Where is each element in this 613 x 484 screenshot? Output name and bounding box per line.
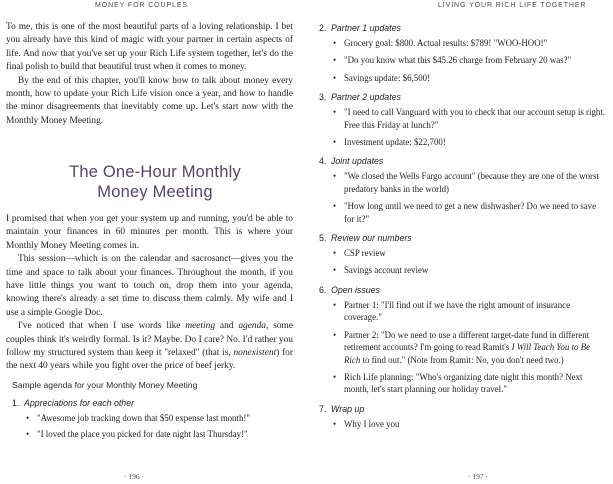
chapter-title: The One-Hour Monthly Money Meeting [69,163,241,201]
bullet-icon: • [333,72,337,83]
bullet-icon: • [333,299,337,310]
list-item: • Savings update: $6,500! [333,72,431,83]
running-head-left: MONEY FOR COUPLES [95,2,188,9]
list-item: • Grocery goal: $800. Actual results: $789! "WOO-HOO!" [333,38,548,48]
section-paragraph-1: I promised that when you get your system up and running, you'd be able to maintain your finances in 60 minutes per month. This is where your Monthly Money Meeting comes in. [6,214,293,251]
list-item: • "I need to call Vanguard with you to check that our account setup is right. Free this Friday at lunch?" [333,107,606,130]
list-item: • Partner 2: "Do we need to use a different target-date fund in different retirement accounts? I'm going to read Ramit's I Will Teach You to Be Rich to find out." (Note from Ramit: No, you don't need two.) [333,329,591,365]
list-item: • "Awesome job tracking down that $50 expense last month!" [26,413,250,423]
agenda-heading: Partner 1 updates [331,23,401,33]
agenda-heading: Appreciations for each other [24,398,135,408]
bullet-list [333,37,607,84]
agenda-item-6 [319,284,607,396]
book-gutter [300,0,313,484]
agenda-list-right [319,22,607,437]
bullet-list [333,170,607,225]
bullet-icon: • [333,329,337,340]
agenda-number: 5. [319,233,327,244]
section-text [6,213,293,374]
list-item: • "We closed the Wells Fargo account" (because they are one of the worst predatory banks in the world) [333,171,599,194]
agenda-number: 1. [12,398,20,408]
agenda-number: 4. [319,156,327,167]
running-head-right: LIVING YOUR RICH LIFE TOGETHER [438,2,587,9]
agenda-item-1 [12,397,292,441]
list-item: • "How long until we need to get a new dishwasher? Do we need to save for it?" [333,201,597,224]
bullet-icon: • [333,137,337,148]
list-item: • "Do you know what this $45.26 charge from February 20 was?" [333,55,572,66]
right-page [313,0,613,484]
bullet-icon: • [26,413,30,423]
left-page [0,0,300,484]
agenda-heading: Partner 2 updates [331,92,401,103]
page-number-left: · 196 · [124,472,144,481]
bullet-icon: • [333,418,337,429]
bullet-list [26,412,292,441]
bullet-list [333,299,607,396]
list-item: • CSP review [333,248,386,259]
intro-text [6,21,293,128]
agenda-heading: Review our numbers [331,233,412,244]
agenda-item-7 [319,403,607,430]
agenda-number: 2. [319,23,327,33]
bullet-list [333,106,607,148]
list-item: • Partner 1: "I'll find out if we have the right amount of insurance coverage." [333,299,571,323]
agenda-item-2 [319,22,607,84]
agenda-number: 6. [319,284,327,295]
list-item: • "I loved the place you picked for date night last Thursday!" [26,429,248,440]
agenda-number: 7. [319,403,327,414]
section-paragraph-2: This session—which is on the calendar and sacrosanct—gives you the time and space to talk about your finances. Throughout the month, if you have little things you want to touch on, drop them into your agenda, knowing there's already a set time to discuss them calmly. My wife and I use a simple Google Doc. [6,254,293,318]
list-item: • Rich Life planning: "Who's organizing date night this month? Next month, let's start planning our holiday travel." [333,371,583,395]
bullet-icon: • [333,248,337,259]
bullet-icon: • [333,371,337,382]
bullet-icon: • [333,171,337,182]
bullet-list [333,247,607,277]
bullet-icon: • [333,38,337,48]
list-item: • Why I love you [333,418,400,429]
agenda-list-left [12,397,292,447]
agenda-item-5 [319,232,607,277]
agenda-number: 3. [319,92,327,103]
list-item: • Investment update: $22,700! [333,137,446,148]
agenda-heading: Open issues [331,284,380,295]
intro-paragraph-2: By the end of this chapter, you'll know how to talk about money every month, how to update your Rich Life vision once a year, and how to handle the minor disagreements that inevitably come up. Let's start now with the Monthly Money Meeting. [6,75,293,126]
agenda-heading: Wrap up [331,403,365,414]
agenda-item-4 [319,155,607,225]
bullet-list [333,418,607,430]
bullet-icon: • [333,265,337,276]
bullet-icon: • [26,429,30,440]
agenda-item-3 [319,91,607,148]
bullet-icon: • [333,55,337,66]
page-number-right: · 197 · [468,472,488,481]
bullet-icon: • [333,107,337,118]
sample-agenda-heading: Sample agenda for your Monthly Money Meeting [12,380,198,390]
intro-paragraph-1: To me, this is one of the most beautiful parts of a loving relationship. I bet you already have this kind of magic with your partner in certain aspects of life. And now that you've set up your Rich Life system together, let's do the final polish to build that beautiful trust when it comes to money. [6,22,293,73]
bullet-icon: • [333,201,337,212]
list-item: • Savings account review [333,265,429,276]
agenda-heading: Joint updates [331,156,384,167]
section-paragraph-3: I've noticed that when I use words like meeting and agenda, some couples think it's weirdly formal. Is it? Maybe. Do I care? No. I'd rather you follow my structured system than keep it "relaxed" (that is, nonexistent) for the next 40 years while you fight over the price of beef jerky. [6,321,293,372]
